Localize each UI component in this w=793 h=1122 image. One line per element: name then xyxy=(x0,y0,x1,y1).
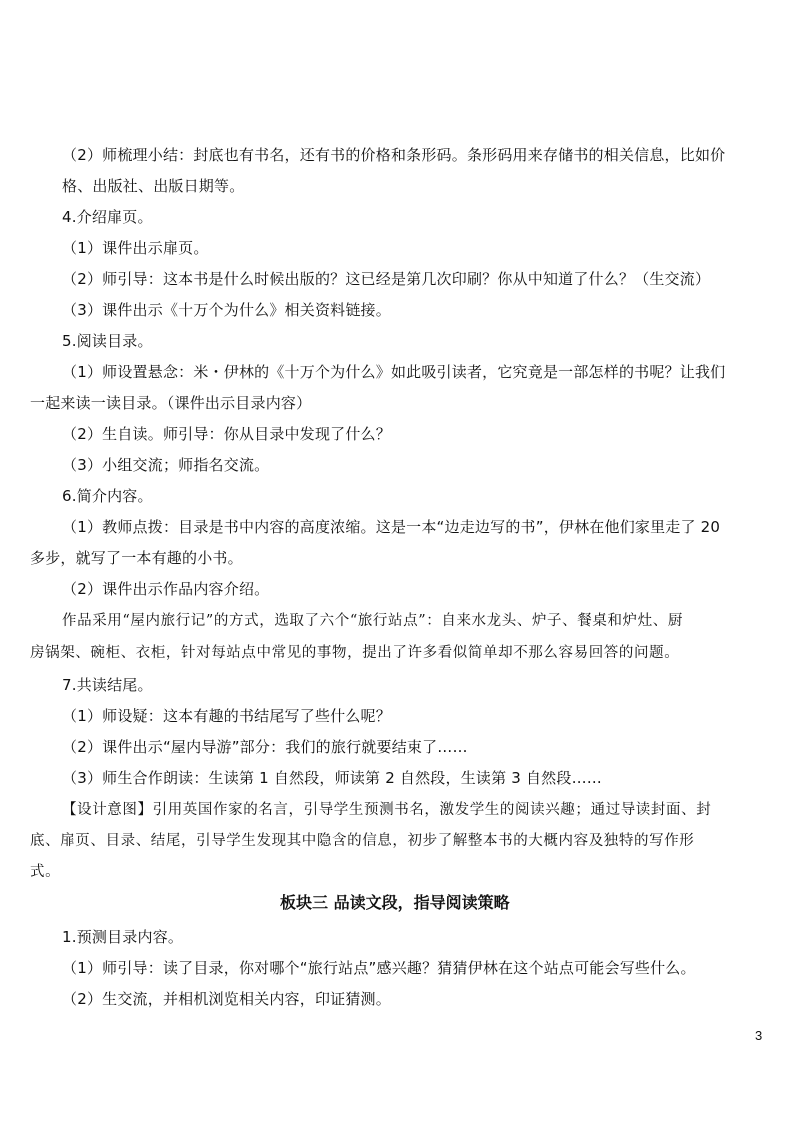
paragraph-line: （3）小组交流；师指名交流。 xyxy=(62,456,270,474)
design-intent-line: 【设计意图】引用英国作家的名言，引导学生预测书名，激发学生的阅读兴趣；通过导读封面、封 xyxy=(62,802,712,818)
paragraph-line: （2）课件出示“屋内导游”部分：我们的旅行就要结束了…… xyxy=(62,738,468,756)
paragraph-line: （2）生交流，并相机浏览相关内容，印证猜测。 xyxy=(62,990,391,1008)
paragraph-line: （2）师引导：这本书是什么时候出版的？这已经是第几次印刷？你从中知道了什么？（生交流） xyxy=(62,270,711,288)
paragraph-line: （1）师引导：读了目录，你对哪个“旅行站点”感兴趣？猜猜伊林在这个站点可能会写些什么。 xyxy=(62,959,696,977)
quoted-intro-line: 房锅架、碗柜、衣柜，针对每站点中常见的事物，提出了许多看似简单却不那么容易回答的问题。 xyxy=(30,645,680,661)
paragraph-line: 格、出版社、出版日期等。 xyxy=(62,177,245,195)
design-intent-line: 式。 xyxy=(30,864,61,880)
paragraph-line: 5.阅读目录。 xyxy=(62,332,153,350)
paragraph-line: 1.预测目录内容。 xyxy=(62,928,184,946)
paragraph-line: 一起来读一读目录。（课件出示目录内容） xyxy=(30,394,312,412)
paragraph-line: （1）教师点拨：目录是书中内容的高度浓缩。这是一本“边走边写的书”，伊林在他们家里走了 20 xyxy=(62,518,721,536)
page-number: 3 xyxy=(755,1028,763,1043)
paragraph-line: （1）师设置悬念：米・伊林的《十万个为什么》如此吸引读者，它究竟是一部怎样的书呢？让我们 xyxy=(62,363,726,381)
paragraph-line: 6.简介内容。 xyxy=(62,487,153,505)
quoted-intro-line: 作品采用“屋内旅行记”的方式，选取了六个“旅行站点”：自来水龙头、炉子、餐桌和炉灶、厨 xyxy=(62,613,683,629)
paragraph-line: （2）师梳理小结：封底也有书名，还有书的价格和条形码。条形码用来存储书的相关信息，比如价 xyxy=(62,146,726,164)
section-heading: 板块三 品读文段，指导阅读策略 xyxy=(280,893,510,912)
paragraph-line: （1）师设疑：这本有趣的书结尾写了些什么呢？ xyxy=(62,707,391,725)
paragraph-line: 4.介绍扉页。 xyxy=(62,208,153,226)
paragraph-line: （3）课件出示《十万个为什么》相关资料链接。 xyxy=(62,301,391,319)
paragraph-line: （2）课件出示作品内容介绍。 xyxy=(62,580,270,598)
paragraph-line: 多步，就写了一本有趣的小书。 xyxy=(30,549,243,567)
paragraph-line: （2）生自读。师引导：你从目录中发现了什么？ xyxy=(62,425,391,443)
design-intent-line: 底、扉页、目录、结尾，引导学生发现其中隐含的信息，初步了解整本书的大概内容及独特的写作形 xyxy=(30,833,695,849)
paragraph-line: 7.共读结尾。 xyxy=(62,676,153,694)
paragraph-line: （3）师生合作朗读：生读第 1 自然段，师读第 2 自然段，生读第 3 自然段…… xyxy=(62,769,602,787)
paragraph-line: （1）课件出示扉页。 xyxy=(62,239,209,257)
